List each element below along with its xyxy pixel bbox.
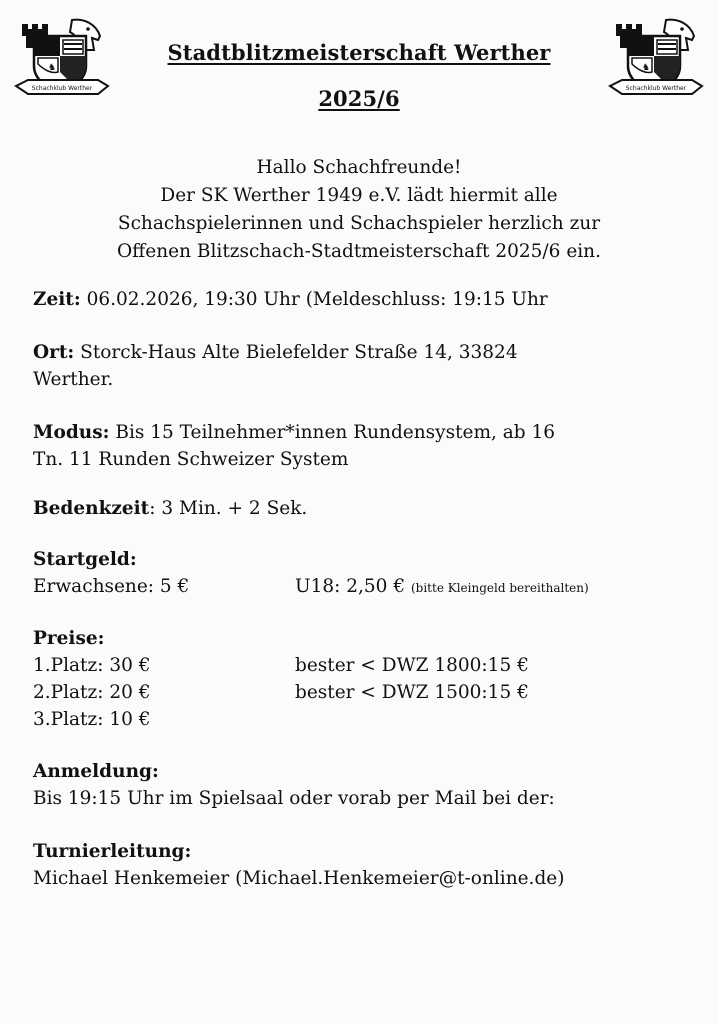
modus-value-line-2: Tn. 11 Runden Schweizer System <box>33 449 349 470</box>
turnierleitung-value: Michael Henkemeier (Michael.Henkemeier@t-online.de) <box>33 868 565 889</box>
intro-line-1: Hallo Schachfreunde! <box>256 157 462 178</box>
startgeld-label: Startgeld: <box>33 549 137 570</box>
startgeld-note: (bitte Kleingeld bereithalten) <box>410 581 589 595</box>
svg-text:♞: ♞ <box>48 63 57 73</box>
preis-platz-2: 2.Platz: 20 € <box>33 682 151 703</box>
intro-line-4: Offenen Blitzschach-Stadtmeisterschaft 2025/6 ein. <box>117 241 601 262</box>
turnierleitung-label: Turnierleitung: <box>33 841 192 862</box>
preise-section <box>33 625 693 733</box>
modus-value-line-1: Bis 15 Teilnehmer*innen Rundensystem, ab 16 <box>115 422 556 443</box>
intro-line-3: Schachspielerinnen und Schachspieler herzlich zur <box>117 213 601 234</box>
zeit-section <box>33 286 693 313</box>
title-line-2: 2025/6 <box>318 86 400 111</box>
bedenkzeit-value: : 3 Min. + 2 Sek. <box>149 498 308 519</box>
anmeldung-section <box>33 758 693 812</box>
ort-value-line-1: Storck-Haus Alte Bielefelder Straße 14, 33824 <box>80 342 518 363</box>
zeit-label: Zeit: <box>33 289 81 310</box>
preis-platz-3: 3.Platz: 10 € <box>33 709 151 730</box>
anmeldung-value: Bis 19:15 Uhr im Spielsaal oder vorab per Mail bei der: <box>33 788 555 809</box>
startgeld-section <box>33 546 693 600</box>
logo-text-left: Schachklub Werther <box>31 85 93 92</box>
ort-value-line-2: Werther. <box>33 369 114 390</box>
zeit-value: 06.02.2026, 19:30 Uhr (Meldeschluss: 19:15 Uhr <box>86 289 548 310</box>
startgeld-u18: U18: 2,50 € <box>295 576 406 597</box>
intro-line-2: Der SK Werther 1949 e.V. lädt hiermit alle <box>160 185 558 206</box>
ort-section <box>33 339 693 393</box>
modus-section <box>33 419 693 473</box>
anmeldung-label: Anmeldung: <box>33 761 159 782</box>
modus-label: Modus: <box>33 422 110 443</box>
page-title <box>110 40 608 65</box>
intro-text <box>40 154 678 266</box>
turnierleitung-section <box>33 838 693 892</box>
preise-label: Preise: <box>33 628 105 649</box>
startgeld-adult: Erwachsene: 5 € <box>33 576 190 597</box>
preis-platz-1: 1.Platz: 30 € <box>33 655 151 676</box>
preis-dwz-1500: bester < DWZ 1500:15 € <box>295 682 529 703</box>
bedenkzeit-label: Bedenkzeit <box>33 498 150 519</box>
club-logo-left <box>14 16 110 102</box>
logo-text-right: Schachklub Werther <box>625 85 687 92</box>
svg-text:♞: ♞ <box>642 63 651 73</box>
preis-dwz-1800: bester < DWZ 1800:15 € <box>295 655 529 676</box>
ort-label: Ort: <box>33 342 75 363</box>
title-line-1: Stadtblitzmeisterschaft Werther <box>167 40 551 65</box>
bedenkzeit-section <box>33 495 693 522</box>
club-logo-right <box>608 16 704 102</box>
page-subtitle <box>110 86 608 111</box>
